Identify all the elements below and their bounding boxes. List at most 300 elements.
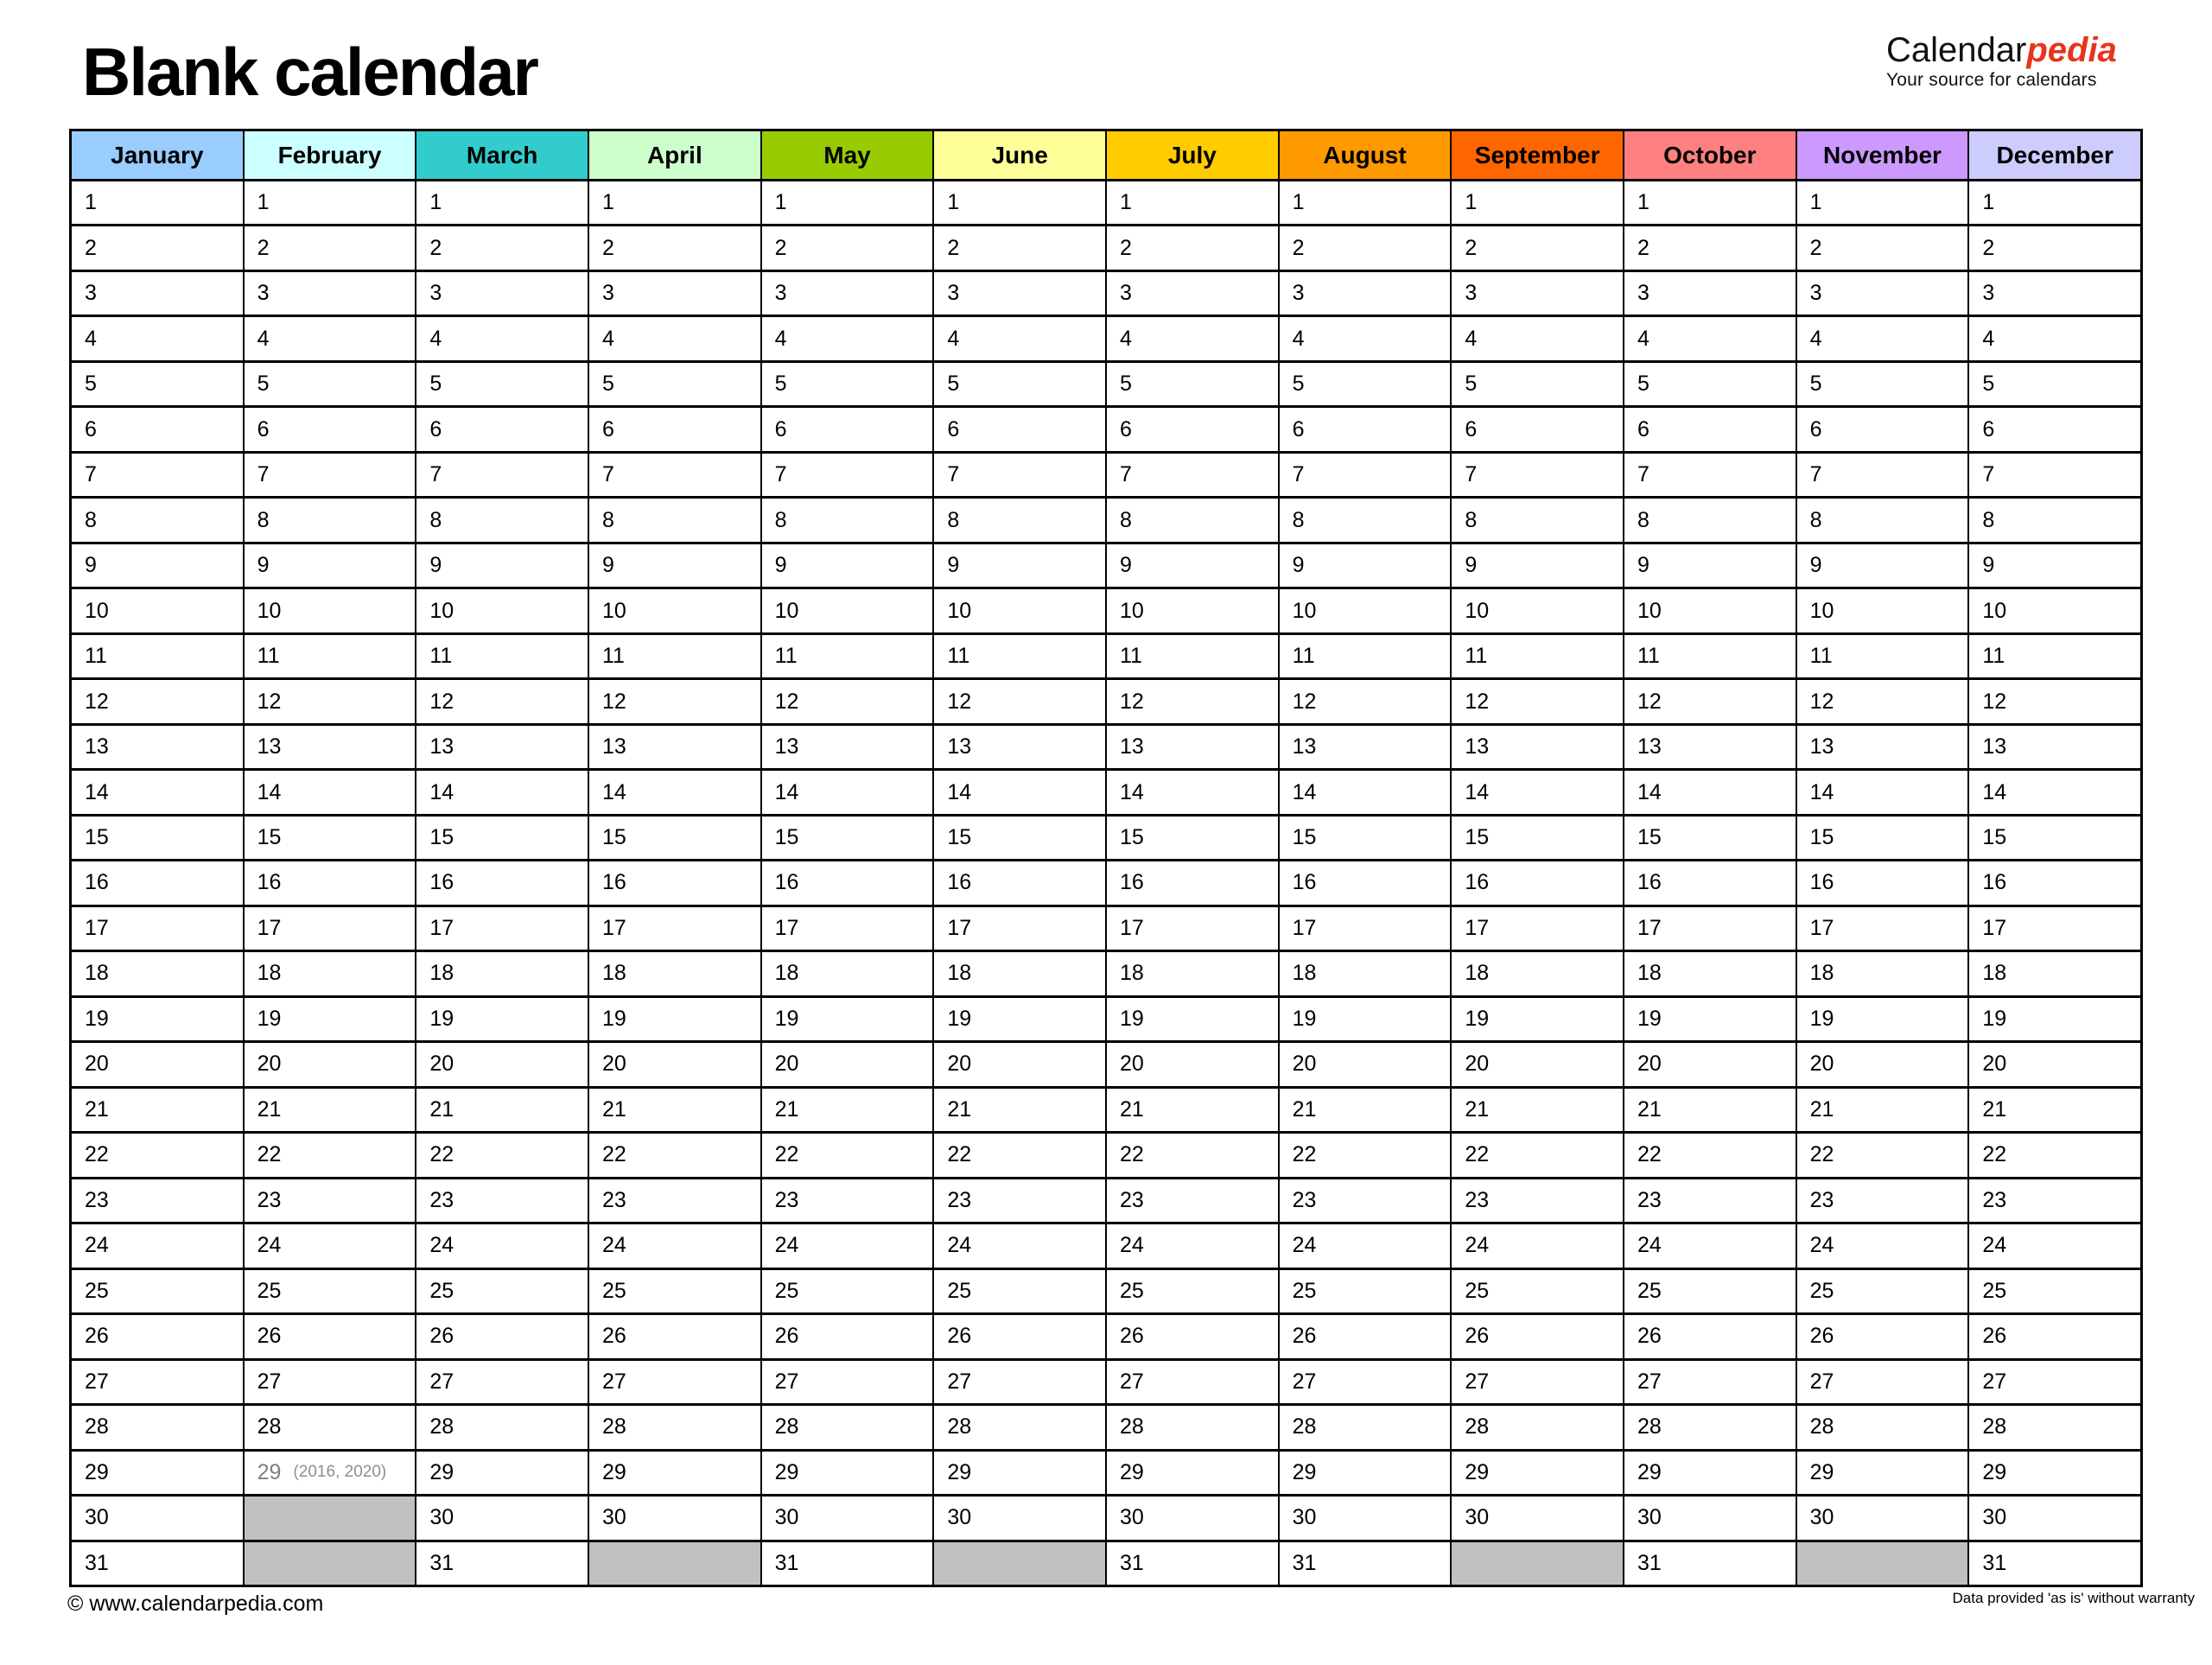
- day-cell-february-21: [245, 1089, 416, 1131]
- day-number: 10: [602, 598, 626, 623]
- day-cell-june-30: [934, 1497, 1105, 1539]
- day-number: 2: [947, 235, 960, 260]
- day-cell-june-8: [934, 499, 1105, 541]
- day-number: 1: [429, 190, 442, 215]
- day-cell-september-7: [1452, 454, 1623, 496]
- day-number: 5: [1120, 372, 1132, 397]
- day-number: 28: [1120, 1414, 1144, 1439]
- day-cell-july-16: [1107, 861, 1278, 904]
- day-cell-february-16: [245, 861, 416, 904]
- day-number: 9: [602, 553, 614, 578]
- day-cell-june-5: [934, 363, 1105, 405]
- day-cell-january-19: [72, 998, 243, 1040]
- day-number: 1: [774, 190, 787, 215]
- day-number: 16: [602, 870, 626, 895]
- day-cell-december-30: [1969, 1497, 2140, 1539]
- day-cell-september-26: [1452, 1315, 1623, 1357]
- day-number: 2: [85, 235, 97, 260]
- day-cell-august-15: [1280, 817, 1451, 859]
- day-cell-january-10: [72, 589, 243, 632]
- day-cell-june-21: [934, 1089, 1105, 1131]
- day-cell-july-2: [1107, 226, 1278, 269]
- day-cell-august-25: [1280, 1270, 1451, 1312]
- day-number: 28: [257, 1414, 282, 1439]
- day-number: 27: [85, 1369, 109, 1394]
- day-cell-february-5: [245, 363, 416, 405]
- day-number: 20: [1292, 1052, 1317, 1077]
- day-cell-november-11: [1797, 635, 1968, 677]
- day-cell-october-27: [1624, 1361, 1796, 1403]
- day-number: 11: [1292, 644, 1315, 669]
- day-cell-may-22: [762, 1134, 933, 1176]
- day-number: 8: [257, 507, 270, 532]
- day-number: 15: [1809, 825, 1834, 849]
- day-number: 7: [947, 462, 960, 487]
- day-cell-may-1: [762, 181, 933, 224]
- day-cell-august-30: [1280, 1497, 1451, 1539]
- day-cell-june-31: [934, 1542, 1105, 1585]
- day-number: 12: [1982, 689, 2007, 714]
- day-cell-may-8: [762, 499, 933, 541]
- day-cell-september-17: [1452, 907, 1623, 950]
- day-number: 21: [1982, 1096, 2007, 1122]
- day-number: 11: [1809, 644, 1833, 669]
- day-number: 17: [85, 915, 109, 940]
- day-cell-september-9: [1452, 544, 1623, 587]
- day-number: 30: [1637, 1505, 1662, 1530]
- day-number: 2: [429, 235, 442, 260]
- day-number: 10: [1637, 598, 1662, 623]
- day-cell-february-18: [245, 952, 416, 995]
- day-number: 30: [1809, 1505, 1834, 1530]
- day-number: 21: [1120, 1096, 1144, 1122]
- day-number: 11: [1982, 644, 2005, 669]
- day-number: 17: [1982, 915, 2007, 940]
- day-number: 20: [1982, 1052, 2007, 1077]
- day-number: 8: [429, 507, 442, 532]
- day-cell-february-15: [245, 817, 416, 859]
- day-number: 12: [947, 689, 972, 714]
- day-number: 5: [1465, 372, 1478, 397]
- day-number: 28: [429, 1414, 454, 1439]
- day-cell-march-3: [416, 272, 588, 315]
- day-cell-may-7: [762, 454, 933, 496]
- day-number: 17: [1120, 915, 1144, 940]
- day-cell-january-11: [72, 635, 243, 677]
- day-cell-october-23: [1624, 1179, 1796, 1222]
- day-cell-december-17: [1969, 907, 2140, 950]
- day-cell-december-18: [1969, 952, 2140, 995]
- day-cell-july-19: [1107, 998, 1278, 1040]
- day-number: 20: [85, 1052, 109, 1077]
- day-number: 26: [1809, 1324, 1834, 1349]
- day-number: 9: [85, 553, 97, 578]
- day-cell-august-5: [1280, 363, 1451, 405]
- day-cell-july-20: [1107, 1043, 1278, 1085]
- day-number: 4: [947, 326, 960, 351]
- day-number: 8: [85, 507, 97, 532]
- day-number: 21: [947, 1096, 972, 1122]
- day-cell-february-25: [245, 1270, 416, 1312]
- day-cell-december-9: [1969, 544, 2140, 587]
- day-number: 21: [1809, 1096, 1834, 1122]
- day-cell-may-2: [762, 226, 933, 269]
- day-number: 19: [1465, 1006, 1490, 1031]
- day-number: 14: [257, 779, 282, 804]
- day-number: 22: [774, 1142, 799, 1167]
- day-number: 23: [1637, 1187, 1662, 1212]
- day-number: 3: [85, 281, 97, 306]
- day-cell-august-24: [1280, 1224, 1451, 1267]
- day-number: 30: [429, 1505, 454, 1530]
- day-cell-october-31: [1624, 1542, 1796, 1585]
- day-number: 8: [1465, 507, 1478, 532]
- day-cell-september-2: [1452, 226, 1623, 269]
- day-cell-july-12: [1107, 680, 1278, 722]
- day-cell-april-15: [589, 817, 760, 859]
- day-cell-july-3: [1107, 272, 1278, 315]
- month-header-march: March: [416, 131, 588, 179]
- day-number: 27: [1637, 1369, 1662, 1394]
- day-number: 20: [1809, 1052, 1834, 1077]
- day-cell-april-7: [589, 454, 760, 496]
- day-number: 13: [1465, 734, 1490, 759]
- day-number: 31: [1637, 1550, 1662, 1575]
- day-cell-june-22: [934, 1134, 1105, 1176]
- day-number: 28: [774, 1414, 799, 1439]
- day-cell-april-25: [589, 1270, 760, 1312]
- day-cell-february-8: [245, 499, 416, 541]
- day-cell-october-5: [1624, 363, 1796, 405]
- day-cell-october-17: [1624, 907, 1796, 950]
- day-cell-august-9: [1280, 544, 1451, 587]
- day-number: 23: [429, 1187, 454, 1212]
- day-number: 22: [429, 1142, 454, 1167]
- day-cell-april-28: [589, 1406, 760, 1448]
- day-number: 6: [85, 416, 97, 442]
- day-number: 20: [774, 1052, 799, 1077]
- day-cell-august-20: [1280, 1043, 1451, 1085]
- day-number: 27: [774, 1369, 799, 1394]
- day-number: 30: [602, 1505, 626, 1530]
- day-number: 31: [85, 1550, 109, 1575]
- day-number: 27: [602, 1369, 626, 1394]
- day-cell-october-7: [1624, 454, 1796, 496]
- day-cell-april-20: [589, 1043, 760, 1085]
- day-cell-january-5: [72, 363, 243, 405]
- day-cell-march-9: [416, 544, 588, 587]
- day-number: 3: [1982, 281, 1995, 306]
- day-number: 24: [774, 1233, 799, 1258]
- day-number: 23: [257, 1187, 282, 1212]
- day-cell-april-13: [589, 726, 760, 768]
- day-number: 23: [1465, 1187, 1490, 1212]
- day-cell-november-27: [1797, 1361, 1968, 1403]
- day-number: 13: [85, 734, 109, 759]
- calendar-grid: [69, 129, 2143, 1587]
- day-number: 10: [1120, 598, 1144, 623]
- day-number: 3: [1120, 281, 1132, 306]
- day-cell-april-17: [589, 907, 760, 950]
- day-cell-june-24: [934, 1224, 1105, 1267]
- day-number: 4: [774, 326, 787, 351]
- day-cell-november-15: [1797, 817, 1968, 859]
- day-cell-january-8: [72, 499, 243, 541]
- month-header-september: September: [1452, 131, 1623, 179]
- day-number: 11: [774, 644, 798, 669]
- day-number: 22: [1120, 1142, 1144, 1167]
- day-cell-august-26: [1280, 1315, 1451, 1357]
- day-number: 2: [1292, 235, 1305, 260]
- day-number: 27: [1982, 1369, 2007, 1394]
- day-cell-september-19: [1452, 998, 1623, 1040]
- day-number: 7: [1465, 462, 1478, 487]
- day-number: 29: [947, 1459, 972, 1484]
- day-number: 15: [429, 825, 454, 849]
- day-number: 17: [429, 915, 454, 940]
- day-cell-march-5: [416, 363, 588, 405]
- day-cell-august-18: [1280, 952, 1451, 995]
- day-cell-october-26: [1624, 1315, 1796, 1357]
- day-number: 6: [602, 416, 614, 442]
- day-number: 18: [947, 961, 972, 986]
- disclaimer-text: Data provided 'as is' without warranty: [1952, 1590, 2195, 1606]
- day-number: 13: [774, 734, 799, 759]
- day-cell-february-3: [245, 272, 416, 315]
- day-cell-may-31: [762, 1542, 933, 1585]
- day-number: 28: [1465, 1414, 1490, 1439]
- day-cell-december-23: [1969, 1179, 2140, 1222]
- day-cell-december-29: [1969, 1452, 2140, 1494]
- day-cell-september-8: [1452, 499, 1623, 541]
- day-number: 4: [602, 326, 614, 351]
- day-number: 29: [1120, 1459, 1144, 1484]
- day-cell-september-31: [1452, 1542, 1623, 1585]
- copyright-text: © www.calendarpedia.com: [67, 1592, 324, 1616]
- day-cell-november-23: [1797, 1179, 1968, 1222]
- day-number: 12: [1809, 689, 1834, 714]
- day-cell-september-18: [1452, 952, 1623, 995]
- day-number: 17: [1292, 915, 1317, 940]
- day-cell-august-11: [1280, 635, 1451, 677]
- day-cell-march-26: [416, 1315, 588, 1357]
- day-cell-october-15: [1624, 817, 1796, 859]
- day-cell-february-12: [245, 680, 416, 722]
- day-number: 18: [774, 961, 799, 986]
- day-number: 18: [257, 961, 282, 986]
- day-number: 1: [85, 190, 97, 215]
- day-number: 30: [1465, 1505, 1490, 1530]
- day-number: 5: [774, 372, 787, 397]
- day-cell-august-28: [1280, 1406, 1451, 1448]
- day-number: 11: [1465, 644, 1488, 669]
- day-cell-january-23: [72, 1179, 243, 1222]
- day-cell-march-20: [416, 1043, 588, 1085]
- day-number: 21: [1465, 1096, 1490, 1122]
- day-cell-july-7: [1107, 454, 1278, 496]
- day-number: 5: [947, 372, 960, 397]
- day-cell-july-11: [1107, 635, 1278, 677]
- day-number: 30: [1292, 1505, 1317, 1530]
- day-cell-october-25: [1624, 1270, 1796, 1312]
- day-cell-january-20: [72, 1043, 243, 1085]
- day-cell-june-28: [934, 1406, 1105, 1448]
- day-number: 24: [602, 1233, 626, 1258]
- day-number: 25: [1637, 1278, 1662, 1303]
- day-cell-october-11: [1624, 635, 1796, 677]
- day-number: 13: [429, 734, 454, 759]
- day-cell-october-24: [1624, 1224, 1796, 1267]
- day-number: 15: [85, 825, 109, 849]
- day-cell-november-14: [1797, 771, 1968, 813]
- day-number: 24: [1120, 1233, 1144, 1258]
- day-cell-april-16: [589, 861, 760, 904]
- day-cell-december-13: [1969, 726, 2140, 768]
- day-cell-november-10: [1797, 589, 1968, 632]
- day-number: 14: [602, 779, 626, 804]
- day-number: 23: [602, 1187, 626, 1212]
- day-number: 2: [1809, 235, 1822, 260]
- day-cell-june-17: [934, 907, 1105, 950]
- day-number: 15: [1120, 825, 1144, 849]
- day-cell-october-13: [1624, 726, 1796, 768]
- day-number: 16: [1982, 870, 2007, 895]
- logo-tagline: Your source for calendars: [1886, 70, 2097, 90]
- logo-wordmark-red: pedia: [2026, 31, 2117, 69]
- day-number: 3: [602, 281, 614, 306]
- day-number: 3: [1465, 281, 1478, 306]
- day-cell-july-18: [1107, 952, 1278, 995]
- day-number: 25: [257, 1278, 282, 1303]
- day-number: 30: [774, 1505, 799, 1530]
- day-number: 4: [85, 326, 97, 351]
- day-number: 4: [1637, 326, 1649, 351]
- day-cell-january-15: [72, 817, 243, 859]
- day-number: 4: [1982, 326, 1995, 351]
- day-cell-september-11: [1452, 635, 1623, 677]
- day-cell-january-14: [72, 771, 243, 813]
- day-number: 27: [947, 1369, 972, 1394]
- day-number: 24: [1465, 1233, 1490, 1258]
- day-number: 24: [1809, 1233, 1834, 1258]
- day-cell-june-16: [934, 861, 1105, 904]
- day-number: 14: [1982, 779, 2007, 804]
- day-cell-april-22: [589, 1134, 760, 1176]
- day-number: 7: [1120, 462, 1132, 487]
- day-cell-december-10: [1969, 589, 2140, 632]
- day-number: 8: [1637, 507, 1649, 532]
- leap-year-note: (2016, 2020): [293, 1463, 387, 1482]
- day-number: 5: [257, 372, 270, 397]
- day-cell-february-6: [245, 408, 416, 450]
- day-number: 20: [602, 1052, 626, 1077]
- day-number: 18: [1809, 961, 1834, 986]
- day-cell-october-22: [1624, 1134, 1796, 1176]
- day-cell-april-31: [589, 1542, 760, 1585]
- day-number: 20: [257, 1052, 282, 1077]
- day-cell-april-1: [589, 181, 760, 224]
- day-cell-august-21: [1280, 1089, 1451, 1131]
- day-number: 15: [774, 825, 799, 849]
- day-number: 10: [1465, 598, 1490, 623]
- day-number: 19: [947, 1006, 972, 1031]
- day-number: 12: [429, 689, 454, 714]
- day-number: 27: [1120, 1369, 1144, 1394]
- day-cell-november-31: [1797, 1542, 1968, 1585]
- day-number: 13: [257, 734, 282, 759]
- day-cell-december-19: [1969, 998, 2140, 1040]
- day-number: 10: [429, 598, 454, 623]
- day-cell-july-6: [1107, 408, 1278, 450]
- day-number: 9: [1809, 553, 1822, 578]
- day-cell-december-27: [1969, 1361, 2140, 1403]
- day-cell-june-29: [934, 1452, 1105, 1494]
- day-number: 8: [947, 507, 960, 532]
- day-cell-march-19: [416, 998, 588, 1040]
- day-number: 26: [1982, 1324, 2007, 1349]
- day-cell-april-24: [589, 1224, 760, 1267]
- day-number: 3: [947, 281, 960, 306]
- day-number: 17: [1809, 915, 1834, 940]
- day-cell-december-12: [1969, 680, 2140, 722]
- day-cell-august-3: [1280, 272, 1451, 315]
- day-number: 16: [257, 870, 282, 895]
- day-number: 28: [1809, 1414, 1834, 1439]
- day-cell-may-18: [762, 952, 933, 995]
- day-number: 26: [1292, 1324, 1317, 1349]
- day-cell-june-18: [934, 952, 1105, 995]
- month-header-july: July: [1107, 131, 1278, 179]
- day-number: 6: [1809, 416, 1822, 442]
- month-header-april: April: [589, 131, 760, 179]
- day-cell-march-10: [416, 589, 588, 632]
- day-number: 9: [1120, 553, 1132, 578]
- day-number: 4: [257, 326, 270, 351]
- day-cell-december-21: [1969, 1089, 2140, 1131]
- day-cell-october-6: [1624, 408, 1796, 450]
- day-cell-august-4: [1280, 317, 1451, 359]
- day-cell-october-14: [1624, 771, 1796, 813]
- day-cell-june-23: [934, 1179, 1105, 1222]
- day-cell-october-29: [1624, 1452, 1796, 1494]
- day-number: 31: [1982, 1550, 2007, 1575]
- day-cell-february-7: [245, 454, 416, 496]
- day-cell-august-10: [1280, 589, 1451, 632]
- day-cell-june-19: [934, 998, 1105, 1040]
- day-number: 21: [1292, 1096, 1317, 1122]
- day-cell-june-1: [934, 181, 1105, 224]
- day-cell-april-4: [589, 317, 760, 359]
- day-number: 23: [1809, 1187, 1834, 1212]
- day-cell-october-28: [1624, 1406, 1796, 1448]
- day-cell-october-21: [1624, 1089, 1796, 1131]
- day-number: 9: [257, 553, 270, 578]
- day-cell-june-7: [934, 454, 1105, 496]
- day-cell-january-31: [72, 1542, 243, 1585]
- day-number: 17: [602, 915, 626, 940]
- day-cell-may-9: [762, 544, 933, 587]
- day-number: 23: [774, 1187, 799, 1212]
- day-cell-march-21: [416, 1089, 588, 1131]
- day-number: 1: [602, 190, 614, 215]
- day-cell-october-20: [1624, 1043, 1796, 1085]
- day-number: 13: [1982, 734, 2007, 759]
- day-cell-july-13: [1107, 726, 1278, 768]
- day-cell-october-3: [1624, 272, 1796, 315]
- day-cell-october-10: [1624, 589, 1796, 632]
- day-number: 22: [1465, 1142, 1490, 1167]
- day-cell-january-4: [72, 317, 243, 359]
